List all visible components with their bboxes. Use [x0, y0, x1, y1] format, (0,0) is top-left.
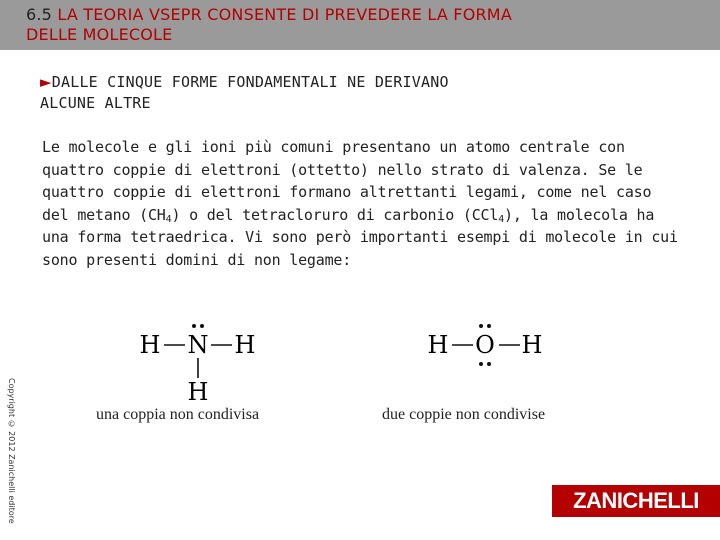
- lone-pair-dot: [192, 324, 196, 328]
- atom-h-left: H: [427, 331, 449, 359]
- subtitle-line-2: ALCUNE ALTRE: [40, 94, 151, 112]
- body-part-1: Le molecole e gli ioni più comuni presentano un atomo centrale con quattro coppie di elettroni (ottetto) nello strato di valenza. Se le quattro coppie di elettroni formano altrettanti legami, come nel caso del metano (CH: [42, 138, 652, 224]
- atom-n-center: N: [187, 331, 209, 359]
- atom-h-right: H: [234, 331, 256, 359]
- slide-title: [26, 5, 696, 45]
- lone-pair-dot: [479, 362, 483, 366]
- title-line-2: DELLE MOLECOLE: [26, 25, 173, 44]
- body-part-3: ), la molecola ha una forma tetraedrica. Vi sono però importanti esempi di molecole in cui sono presenti domini di non legame:: [42, 205, 678, 269]
- water-lewis-structure: [418, 318, 558, 368]
- zanichelli-logo: ZANICHELLI: [552, 485, 720, 517]
- atom-o-center: O: [475, 331, 495, 359]
- subtitle-line-1: DALLE CINQUE FORME FONDAMENTALI NE DERIVANO: [51, 73, 449, 91]
- atom-h-left: H: [139, 331, 161, 359]
- lone-pair-dot: [487, 324, 491, 328]
- section-number: 6.5: [26, 5, 53, 24]
- bullet-arrow-icon: ►: [40, 73, 52, 91]
- ammonia-lewis-structure: [130, 318, 270, 404]
- atom-h-bottom: H: [187, 378, 209, 404]
- body-subscript-1: 4: [165, 213, 172, 225]
- body-subscript-2: 4: [498, 213, 505, 225]
- water-caption: due coppie non condivise: [382, 406, 546, 423]
- body-part-2: ) o del tetracloruro di carbonio (CCl: [171, 205, 499, 224]
- slide-subtitle: [40, 72, 680, 114]
- atom-h-right: H: [521, 331, 543, 359]
- lone-pair-dot: [487, 362, 491, 366]
- ammonia-caption: una coppia non condivisa: [96, 406, 260, 423]
- header-bar: [0, 0, 720, 50]
- copyright-note: Copyright © 2012 Zanichelli editore: [7, 378, 16, 524]
- lone-pair-dot: [200, 324, 204, 328]
- lone-pair-dot: [479, 324, 483, 328]
- body-paragraph: [42, 136, 682, 271]
- title-line-1: LA TEORIA VSEPR CONSENTE DI PREVEDERE LA FORMA: [52, 5, 512, 24]
